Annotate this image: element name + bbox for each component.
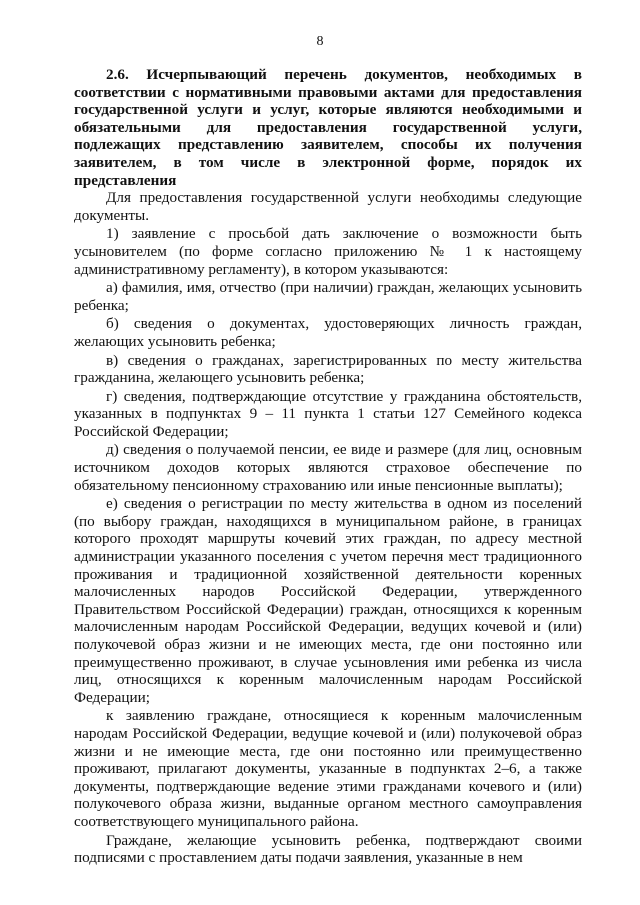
paragraph-item-v: в) сведения о гражданах, зарегистрированных по месту жительства гражданина, желающего усыновить ребенка;	[74, 351, 582, 387]
paragraph-signatures: Граждане, желающие усыновить ребенка, подтверждают своими подписями с проставлением даты подачи заявления, указанные в нем	[74, 831, 582, 867]
paragraph-item-b: б) сведения о документах, удостоверяющих личность граждан, желающих усыновить ребенка;	[74, 315, 582, 350]
paragraph-intro: Для предоставления государственной услуги необходимы следующие документы.	[74, 189, 582, 224]
paragraph-item-1: 1) заявление с просьбой дать заключение о возможности быть усыновителем (по форме согласно приложению № 1 к настоящему административному регламенту), в котором указываются:	[74, 225, 582, 278]
paragraph-item-a: а) фамилия, имя, отчество (при наличии) граждан, желающих усыновить ребенка;	[74, 279, 582, 314]
section-heading: 2.6. Исчерпывающий перечень документов, необходимых в соответствии с нормативными правовыми актами для предоставления государственной услуги и услуг, которые являются необходимыми и обязательными для предоставления государственной услуги, подлежащих представлению заявителем, способы их получения заявителем, в том числе в электронной форме, порядок их представления	[74, 66, 582, 189]
paragraph-item-d: д) сведения о получаемой пенсии, ее виде и размере (для лиц, основным источником доходов которых являются страховое обеспечение по обязательному пенсионному страхованию или иные пенсионные выплаты);	[74, 441, 582, 494]
paragraph-item-e: е) сведения о регистрации по месту жительства в одном из поселений (по выбору граждан, находящихся в муниципальном районе, в границах которого проходят маршруты кочевий этих граждан, по адресу местной администрации указанного поселения с учетом перечня мест традиционного проживания и традиционной хозяйственной деятельности коренных малочисленных народов Российской Федерации, утвержденного Правительством Российской Федерации) граждан, относящихся к коренным малочисленным народам Российской Федерации, ведущих кочевой и (или) полукочевой образ жизни и не имеющих места, где они постоянно или преимущественно проживают, в случае усыновления ими ребенка из числа лиц, относящихся к коренным малочисленным народам Российской Федерации;	[74, 495, 582, 706]
page-number: 8	[316, 34, 324, 49]
paragraph-attachments: к заявлению граждане, относящиеся к коренным малочисленным народам Российской Федерации, ведущие кочевой и (или) полукочевой образ жизни и не имеющие места, где они постоянно или преимущественно проживают, прилагают документы, указанные в подпунктах 2–6, а также документы, подтверждающие ведение этими гражданами кочевого и (или) полукочевого образа жизни, выданные органом местного самоуправления соответствующего муниципального района.	[74, 707, 582, 830]
page-content	[74, 66, 582, 867]
paragraph-item-g: г) сведения, подтверждающие отсутствие у гражданина обстоятельств, указанных в подпунктах 9 – 11 пункта 1 статьи 127 Семейного кодекса Российской Федерации;	[74, 387, 582, 440]
